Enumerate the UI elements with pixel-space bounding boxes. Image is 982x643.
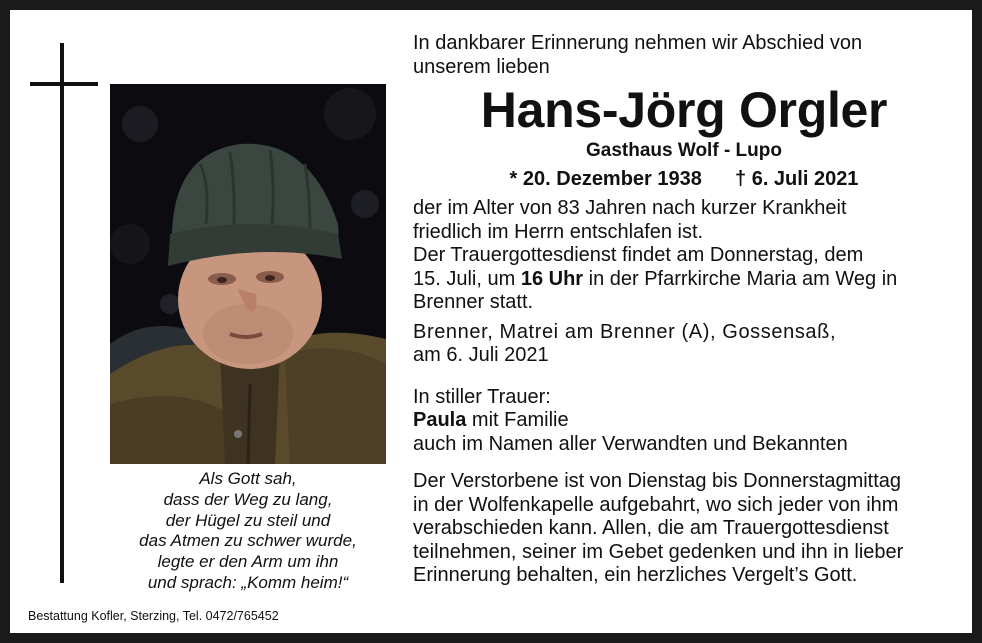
text-line: friedlich im Herrn entschlafen ist. <box>413 220 704 243</box>
death-date: † 6. Juli 2021 <box>735 168 859 190</box>
text-span: in der Pfarrkirche Maria am Weg in <box>583 267 898 290</box>
obituary-notice <box>10 10 972 633</box>
poem-line: dass der Weg zu lang, <box>163 489 333 509</box>
text-line <box>413 268 955 292</box>
text-line: Der Verstorbene ist von Dienstag bis Donnerstagmittag <box>413 470 902 492</box>
text-line: am 6. Juli 2021 <box>413 344 549 366</box>
poem-line: der Hügel zu steil und <box>165 510 331 530</box>
intro-text <box>413 32 955 79</box>
intro-line: unserem lieben <box>413 55 550 78</box>
funeral-home-footer: Bestattung Kofler, Sterzing, Tel. 0472/765452 <box>28 609 279 623</box>
text-line: der im Alter von 83 Jahren nach kurzer Krankheit <box>413 197 847 219</box>
intro-line: In dankbarer Erinnerung nehmen wir Abschied von <box>413 32 863 54</box>
text-span: mit Familie <box>466 409 569 431</box>
service-text <box>413 244 955 315</box>
poem-line: und sprach: „Komm heim!“ <box>147 572 349 592</box>
mourner-name: Paula <box>413 409 467 431</box>
text-line: Erinnerung behalten, ein herzliches Vergelt’s Gott. <box>413 564 858 586</box>
portrait-illustration <box>110 84 386 464</box>
notice-text-column <box>413 32 955 588</box>
text-line <box>413 409 955 433</box>
cross-icon <box>60 43 64 583</box>
text-line: auch im Namen aller Verwandten und Bekannten <box>413 432 848 455</box>
birth-date: * 20. Dezember 1938 <box>509 168 702 190</box>
service-time: 16 Uhr <box>520 267 584 290</box>
text-line: teilnehmen, seiner im Gebet gedenken und ihn in lieber <box>413 540 904 563</box>
cross-icon-bar <box>30 82 98 86</box>
poem <box>110 469 386 594</box>
age-text <box>413 197 955 244</box>
portrait-photo <box>110 84 386 464</box>
wake-text <box>413 470 955 588</box>
poem-line: Als Gott sah, <box>199 469 297 488</box>
poem-line: legte er den Arm um ihn <box>157 552 339 572</box>
poem-line: das Atmen zu schwer wurde, <box>139 531 357 551</box>
text-line: Der Trauergottesdienst findet am Donnerstag, dem <box>413 244 864 266</box>
text-line: Brenner statt. <box>413 291 534 313</box>
place-date <box>413 321 955 368</box>
text-line: in der Wolfenkapelle aufgebahrt, wo sich jeder von ihm <box>413 493 899 516</box>
text-line: verabschieden kann. Allen, die am Trauergottesdienst <box>413 517 889 539</box>
life-dates <box>413 165 955 193</box>
mourners <box>413 386 955 457</box>
text-line: In stiller Trauer: <box>413 385 551 408</box>
deceased-name: Hans-Jörg Orgler <box>480 82 888 138</box>
text-line: Brenner, Matrei am Brenner (A), Gossensaß, <box>413 320 837 343</box>
text-span: 15. Juli, um <box>413 267 521 290</box>
business-name: Gasthaus Wolf - Lupo <box>586 140 782 161</box>
